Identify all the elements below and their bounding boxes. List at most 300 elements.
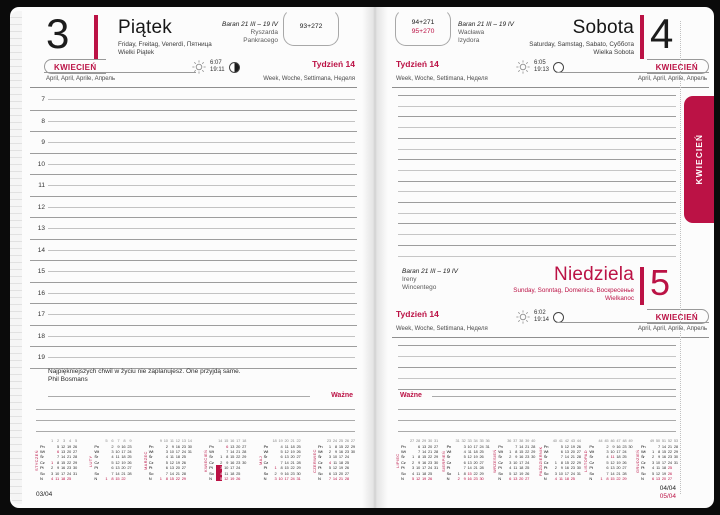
week-number: 5 <box>105 438 108 444</box>
important-label: Ważne <box>331 392 353 399</box>
calendar-day: 21 <box>570 454 575 460</box>
weekday-abbrev: Pn <box>401 443 406 449</box>
calendar-day: 28 <box>622 470 627 476</box>
name-day: Wincentego <box>402 284 437 291</box>
calendar-day: 11 <box>224 470 229 476</box>
week-number: 47 <box>616 438 621 444</box>
calendar-day: 11 <box>333 459 337 465</box>
sunrise-time: 6:05 <box>534 60 546 66</box>
calendar-day: 18 <box>661 465 666 471</box>
calendar-day: 7 <box>280 459 283 465</box>
calendar-day: 16 <box>519 454 524 460</box>
calendar-day: 9 <box>280 470 283 476</box>
calendar-day: 3 <box>50 470 53 476</box>
weekday-abbrev: Śr <box>263 454 268 460</box>
week-number: 46 <box>610 438 615 444</box>
calendar-day: 25 <box>427 470 432 476</box>
ruled-line <box>398 420 676 421</box>
weekday-abbrev: Pn <box>640 443 646 449</box>
ruled-line <box>398 170 676 171</box>
calendar-day: 28 <box>479 465 484 471</box>
week-label: Tydzień 14 <box>396 309 439 319</box>
hour-line <box>37 332 355 340</box>
calendar-day: 20 <box>661 475 666 481</box>
mini-calendar-month-label: KWIECIEŃ <box>203 449 209 473</box>
weekday-abbrev: Pn <box>263 443 269 449</box>
diary-open-spread <box>10 7 714 508</box>
header-divider <box>392 337 709 338</box>
week-number: 50 <box>655 438 660 444</box>
calendar-day: 26 <box>667 470 672 476</box>
calendar-day: 28 <box>531 443 536 449</box>
weekday-abbrev: Cz <box>317 459 323 465</box>
calendar-day: 6 <box>165 465 168 471</box>
week-number: 31 <box>455 438 460 444</box>
weekday-abbrev: Wt <box>640 448 646 454</box>
holiday-label: Wielkanoc <box>604 294 634 302</box>
calendar-day: 8 <box>165 475 168 481</box>
sunrise-time: 6:07 <box>210 60 222 66</box>
calendar-day: 26 <box>344 465 349 471</box>
calendar-day: 30 <box>350 448 355 454</box>
calendar-day: 27 <box>479 459 484 465</box>
calendar-day: 21 <box>525 443 530 449</box>
calendar-day: 6 <box>280 454 283 460</box>
calendar-day: 11 <box>170 454 174 460</box>
calendar-day: 11 <box>559 475 563 481</box>
hour-label: 8 <box>41 117 45 125</box>
calendar-day: 24 <box>66 470 71 476</box>
calendar-day: 1 <box>50 459 53 465</box>
calendar-day: 4 <box>606 454 609 460</box>
calendar-day: 2 <box>50 465 53 471</box>
calendar-day: 23 <box>667 454 672 460</box>
weekday-abbrev: Pt <box>209 465 213 471</box>
week-number: 37 <box>513 438 518 444</box>
week-number: 11 <box>170 438 174 444</box>
calendar-day <box>349 476 355 481</box>
weekday-abbrev: Śr <box>148 454 153 460</box>
calendar-day: 26 <box>525 470 530 476</box>
ruled-line <box>30 260 357 261</box>
week-number: 9 <box>129 438 132 444</box>
calendar-day: 9 <box>226 459 229 465</box>
hour-label: 13 <box>37 225 45 232</box>
hour-line <box>41 139 355 146</box>
weekday-abbrev: N <box>263 475 267 481</box>
week-number: 18 <box>242 438 247 444</box>
calendar-day: 7 <box>606 470 609 476</box>
calendar-day: 19 <box>421 475 426 481</box>
weekday-abbrev: Śr <box>498 454 502 460</box>
calendar-day: 9 <box>560 465 563 471</box>
calendar-day: 17 <box>338 454 343 460</box>
ruled-line <box>30 303 357 304</box>
name-day: Ryszarda <box>250 29 278 36</box>
sunset-time: 19:14 <box>534 317 550 323</box>
calendar-day: 16 <box>230 459 235 465</box>
calendar-day: 23 <box>66 465 71 471</box>
mini-calendar-grid <box>401 438 438 481</box>
calendar-day: 10 <box>558 470 563 476</box>
weekday-abbrev: Cz <box>40 459 45 465</box>
calendar-day: 26 <box>576 443 581 449</box>
calendar-day: 23 <box>290 470 295 476</box>
calendar-day: 4 <box>554 475 557 481</box>
mini-calendar <box>538 438 581 491</box>
week-number: 24 <box>332 438 337 444</box>
weekday-abbrev: Wt <box>401 448 406 454</box>
week-number: 53 <box>673 438 678 444</box>
weekday-abbrev: N <box>543 475 547 481</box>
calendar-day: 5 <box>328 465 331 471</box>
calendar-day: 31 <box>433 465 438 471</box>
hour-label: 12 <box>37 203 45 211</box>
calendar-day: 24 <box>236 465 241 471</box>
calendar-day: 20 <box>175 465 180 471</box>
weekday-abbrev: Pt <box>446 465 450 471</box>
weekday-abbrev: Cz <box>148 459 154 465</box>
mini-calendar-grid <box>264 438 301 481</box>
week-number: 7 <box>117 438 120 444</box>
calendar-day: 3 <box>509 459 512 465</box>
calendar-day: 1 <box>651 448 654 454</box>
calendar-day: 21 <box>427 448 432 454</box>
calendar-day: 7 <box>111 470 114 476</box>
calendar-day: 3 <box>411 465 414 471</box>
calendar-day: 21 <box>66 454 71 460</box>
calendar-day: 22 <box>473 470 478 476</box>
calendar-day: 4 <box>111 454 114 460</box>
calendar-day: 18 <box>421 470 426 476</box>
calendar-day: 15 <box>610 475 615 481</box>
calendar-day: 10 <box>610 448 615 454</box>
weekday-abbrev: Pt <box>401 465 405 471</box>
ruled-line <box>398 181 676 182</box>
ruled-line <box>30 325 357 326</box>
week-number: 15 <box>224 438 229 444</box>
calendar-day: 28 <box>344 475 349 481</box>
calendar-day: 11 <box>656 465 660 471</box>
calendar-day: 13 <box>230 443 235 449</box>
week-number: 41 <box>558 438 563 444</box>
weekday-abbrev: Cz <box>498 459 503 465</box>
calendar-day: 26 <box>427 475 432 481</box>
calendar-day: 25 <box>296 443 301 449</box>
week-number: 33 <box>467 438 472 444</box>
weekday-abbrev: Śr <box>589 454 593 460</box>
calendar-day: 3 <box>651 459 654 465</box>
calendar-day: 26 <box>181 459 186 465</box>
ruled-line <box>398 95 676 96</box>
calendar-day: 29 <box>296 465 301 471</box>
mini-calendar-grid <box>94 438 131 481</box>
calendar-day: 11 <box>284 443 289 449</box>
calendar-day: 9 <box>334 448 337 454</box>
calendar-day: 15 <box>115 475 120 481</box>
weekday-abbrev: Pn <box>94 443 99 449</box>
calendar-day: 2 <box>554 465 557 471</box>
mini-calendar <box>312 438 355 491</box>
weekday-abbrev: Wt <box>40 448 45 454</box>
calendar-day: 24 <box>667 459 672 465</box>
calendar-day: 2 <box>651 454 654 460</box>
hour-line <box>37 160 355 168</box>
calendar-day <box>125 476 131 481</box>
ruled-line <box>398 234 676 235</box>
week-number: 32 <box>461 438 466 444</box>
footer-saturday: 04/04 <box>659 485 676 492</box>
hour-label: 17 <box>37 311 45 318</box>
calendar-day: 8 <box>463 470 466 476</box>
calendar-day: 2 <box>111 443 114 449</box>
calendar-day: 13 <box>467 459 472 465</box>
zodiac-label: Baran 21 III – 19 IV <box>402 268 459 275</box>
ruled-line <box>398 223 676 224</box>
calendar-day: 1 <box>457 470 460 476</box>
ruled-line <box>398 191 676 192</box>
hour-label: 18 <box>37 332 45 340</box>
week-number: 12 <box>175 438 180 444</box>
calendar-day: 27 <box>576 448 581 454</box>
weekday-abbrev: Pt <box>94 465 98 471</box>
ruled-line <box>30 239 357 240</box>
calendar-day: 27 <box>433 443 438 449</box>
holiday-label: Wielka Sobota <box>593 48 634 56</box>
calendar-day: 8 <box>56 459 59 465</box>
calendar-day <box>529 476 535 481</box>
week-number: 31 <box>433 438 438 444</box>
calendar-day: 15 <box>230 454 235 460</box>
calendar-day: 22 <box>344 443 349 449</box>
calendar-day: 30 <box>242 459 247 465</box>
calendar-day: 22 <box>66 459 71 465</box>
ruled-line <box>30 282 357 283</box>
week-number: 5 <box>74 438 77 444</box>
mini-calendar <box>635 438 678 491</box>
calendar-day: 17 <box>564 470 569 476</box>
ruled-line <box>398 202 676 203</box>
weekday-abbrev: Wt <box>498 448 503 454</box>
weekday-abbrev: So <box>263 470 269 476</box>
weekday-abbrev: So <box>498 470 503 476</box>
calendar-day: 14 <box>564 454 569 460</box>
calendar-day: 25 <box>181 454 186 460</box>
calendar-day: 9 <box>117 443 120 449</box>
weekday-abbrev: Pn <box>498 443 503 449</box>
calendar-day: 29 <box>72 459 77 465</box>
calendar-day: 28 <box>673 443 678 449</box>
calendar-day: 28 <box>242 448 247 454</box>
calendar-day: 1 <box>554 459 557 465</box>
hour-label: 14 <box>37 246 45 254</box>
week-number: 25 <box>338 438 343 444</box>
hour-line <box>37 268 355 275</box>
month-thumb-tab-label: KWIECIEŃ <box>694 134 704 185</box>
hour-label: 11 <box>38 182 45 189</box>
ruled-line <box>30 131 357 132</box>
weekday-abbrev: Wt <box>589 448 594 454</box>
calendar-day: 16 <box>616 443 621 449</box>
week-number: 14 <box>187 438 192 444</box>
calendar-day: 2 <box>328 448 331 454</box>
calendar-day: 22 <box>427 454 432 460</box>
calendar-day: 14 <box>332 475 337 481</box>
weekday-abbrev: Cz <box>209 459 214 465</box>
weekday-abbrev: Śr <box>317 454 322 460</box>
weekday-abbrev: Śr <box>543 454 548 460</box>
calendar-day: 6 <box>606 465 609 471</box>
calendar-day: 1 <box>105 475 108 481</box>
name-day: Pankracego <box>243 37 278 44</box>
calendar-day: 2 <box>411 459 414 465</box>
calendar-day: 9 <box>463 475 466 481</box>
ruled-line <box>398 389 676 390</box>
calendar-day: 31 <box>673 459 678 465</box>
weekday-abbrev: N <box>94 475 98 481</box>
sunset-time: 19:11 <box>210 67 225 73</box>
calendar-day: 4 <box>50 475 53 481</box>
calendar-day: 10 <box>115 448 120 454</box>
weekday-abbrev: Pt <box>317 465 322 471</box>
calendar-day <box>240 476 246 481</box>
calendar-day: 16 <box>421 459 426 465</box>
calendar-day: 12 <box>115 459 120 465</box>
calendar-day: 7 <box>463 465 466 471</box>
hour-label: 7 <box>41 96 45 103</box>
calendar-day: 1 <box>328 443 331 449</box>
week-number: 40 <box>531 438 536 444</box>
day-of-year: 93+272 <box>299 23 323 31</box>
calendar-day: 23 <box>181 443 186 449</box>
calendar-day <box>484 476 490 481</box>
weekday-abbrev: Pn <box>317 443 323 449</box>
calendar-day: 11 <box>610 454 615 460</box>
calendar-day: 1 <box>411 454 414 460</box>
calendar-day: 25 <box>66 475 71 481</box>
calendar-day: 20 <box>338 470 343 476</box>
calendar-day: 18 <box>473 448 478 454</box>
calendar-day: 17 <box>284 475 289 481</box>
calendar-day: 30 <box>479 475 484 481</box>
day-of-year: 94+271 <box>411 19 435 26</box>
weekday-abbrev: So <box>209 470 214 476</box>
calendar-day: 12 <box>332 465 337 471</box>
year-calendar-strip-left <box>34 438 355 491</box>
quote-author: Phil Bosmans <box>48 376 88 383</box>
calendar-day: 9 <box>515 454 518 460</box>
calendar-day: 29 <box>479 470 484 476</box>
ruled-line <box>398 367 676 368</box>
hour-line <box>37 311 355 318</box>
accent-bar <box>94 15 98 59</box>
calendar-day: 22 <box>290 465 295 471</box>
day-of-year-sunday: 95+270 <box>411 27 435 35</box>
calendar-day: 1 <box>509 448 512 454</box>
weekday-abbrev: Cz <box>94 459 99 465</box>
calendar-day: 7 <box>328 475 331 481</box>
calendar-day: 22 <box>175 475 180 481</box>
calendar-day: 29 <box>350 443 355 449</box>
calendar-day: 15 <box>661 448 666 454</box>
week-number: 42 <box>564 438 569 444</box>
calendar-day: 6 <box>463 459 466 465</box>
calendar-day: 16 <box>175 443 180 449</box>
header-divider <box>392 87 709 88</box>
mini-calendar-month-label: LIPIEC <box>395 453 400 469</box>
mini-calendar <box>583 438 632 491</box>
calendar-day: 28 <box>576 454 581 460</box>
calendar-day: 27 <box>242 443 247 449</box>
week-number: 39 <box>525 438 530 444</box>
weekday-abbrev: Pt <box>589 465 593 471</box>
month-thumb-tab <box>684 96 714 223</box>
day-name-translations: Saturday, Samstag, Sabato, Суббота <box>529 40 634 48</box>
week-number: 27 <box>409 438 414 444</box>
page-friday <box>26 7 362 508</box>
calendar-day: 28 <box>72 454 77 460</box>
calendar-day: 25 <box>622 454 627 460</box>
calendar-day: 9 <box>417 459 420 465</box>
calendar-day: 23 <box>127 443 132 449</box>
calendar-day: 4 <box>165 454 168 460</box>
calendar-day: 9 <box>657 454 660 460</box>
calendar-day: 23 <box>236 459 241 465</box>
calendar-day: 21 <box>175 470 180 476</box>
calendar-day: 8 <box>280 465 283 471</box>
calendar-day: 6 <box>226 443 229 449</box>
mini-calendar-month-label: CZERWIEC <box>311 449 317 473</box>
weekday-abbrev: Pn <box>543 443 549 449</box>
week-number: 1 <box>50 438 53 444</box>
weekday-abbrev: So <box>40 470 45 476</box>
quote-block <box>48 368 241 384</box>
calendar-day: 5 <box>216 476 222 481</box>
ruled-line <box>30 174 357 175</box>
year-calendar-strip-right <box>395 438 678 491</box>
calendar-day: 31 <box>72 470 77 476</box>
week-number: 21 <box>290 438 295 444</box>
week-translations: Week, Woche, Settimana, Неделя <box>396 326 488 332</box>
calendar-day <box>626 476 632 481</box>
calendar-day: 30 <box>296 470 301 476</box>
calendar-day: 20 <box>473 459 478 465</box>
week-number: 36 <box>485 438 490 444</box>
ruled-line <box>30 346 357 347</box>
calendar-day: 29 <box>576 459 581 465</box>
month-label: KWIECIEŃ <box>647 309 709 324</box>
calendar-day: 4 <box>509 465 512 471</box>
calendar-day: 6 <box>111 465 114 471</box>
weekday-abbrev: Pn <box>148 443 154 449</box>
calendar-day: 12 <box>169 459 174 465</box>
day-of-year-box <box>395 9 451 46</box>
calendar-day: 12 <box>224 475 229 481</box>
day-name-friday: Piątek <box>118 17 173 38</box>
ruled-line <box>398 431 676 432</box>
calendar-day: 30 <box>433 459 438 465</box>
calendar-day: 29 <box>242 454 247 460</box>
month-tab-outline <box>557 307 709 323</box>
weekday-abbrev: Cz <box>589 459 594 465</box>
calendar-day: 30 <box>72 465 77 471</box>
zodiac-label: Baran 21 III – 19 IV <box>458 21 515 28</box>
calendar-day: 21 <box>473 465 478 471</box>
calendar-day: 11 <box>55 475 59 481</box>
weekday-abbrev: So <box>94 470 99 476</box>
calendar-day: 17 <box>121 448 126 454</box>
ruled-line <box>398 356 676 357</box>
